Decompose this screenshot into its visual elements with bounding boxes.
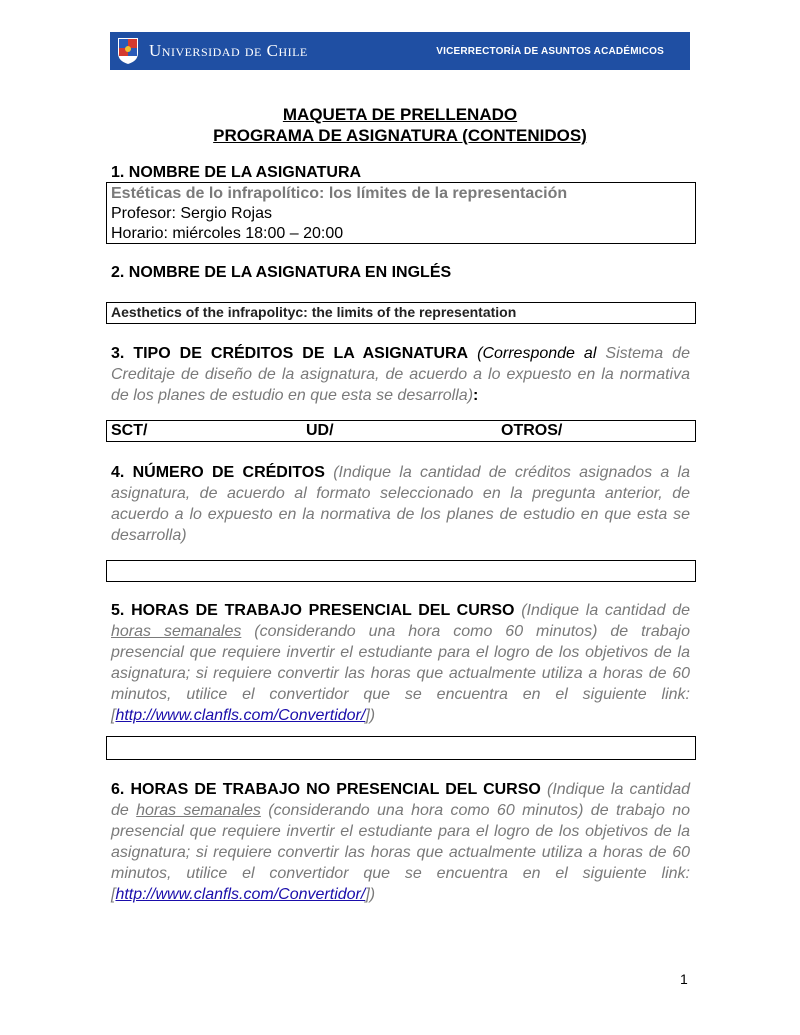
section-6-text: [111, 779, 690, 905]
section-3-note-lead: (Corresponde al: [477, 345, 597, 362]
section-4-heading: 4. NÚMERO DE CRÉDITOS: [111, 464, 325, 481]
section-6-converter-link[interactable]: http://www.clanfls.com/Convertidor/: [115, 886, 366, 903]
university-crest-icon: [117, 37, 139, 65]
vice-rectory-name: VICERRECTORÍA DE ASUNTOS ACADÉMICOS: [436, 45, 664, 57]
university-header: [110, 32, 690, 70]
section-4-note: (Indique la cantidad de créditos asignados a la asignatura, de acuerdo al formato seleccionado en la pregunta anterior, de acuerdo a lo expuesto en la normativa de los planes de estudio en que esta se desarrolla): [111, 464, 691, 544]
section-5-weekly-hours: horas semanales: [111, 623, 242, 640]
section-6-note-b: (considerando una hora como 60 minutos) de trabajo no presencial que requiere invertir el estudiante para el logro de los objetivos de la asignatura; si requiere convertir las horas que actualmente utiliza a horas de 60 minutos, utilice el convertidor que se encuentra en el siguiente link: [: [111, 802, 691, 903]
section-5-note-a: (Indique la cantidad de: [521, 602, 691, 619]
credit-type-ud: UD/: [306, 422, 334, 439]
presencial-hours-box: [106, 736, 696, 760]
section-3-note: Sistema de Creditaje de diseño de la asignatura, de acuerdo a lo expuesto en la normativa de los planes de estudio en que esta se desarrolla): [111, 345, 690, 404]
course-name: Estéticas de lo infrapolítico: los límites de la representación: [111, 185, 568, 202]
credit-type-box: [106, 420, 696, 442]
professor-line: Profesor: Sergio Rojas: [111, 205, 272, 222]
section-5-text: [111, 600, 690, 726]
section-5-note-c: ]): [365, 707, 376, 724]
page-number: 1: [680, 971, 688, 987]
credit-type-otros: OTROS/: [501, 422, 563, 439]
english-name-box: [106, 302, 696, 324]
section-6-weekly-hours: horas semanales: [136, 802, 261, 819]
university-name: Universidad de Chile: [149, 41, 308, 60]
section-1-heading: 1. NOMBRE DE LA ASIGNATURA: [111, 164, 362, 181]
section-3-text: [111, 343, 690, 406]
section-5-note-b: (considerando una hora como 60 minutos) de trabajo presencial que requiere invertir el estudiante para el logro de los objetivos de la asignatura; si requiere convertir las horas que actualmente utiliza a horas de 60 minutos, utilice el convertidor que se encuentra en el siguiente link: [: [111, 623, 690, 724]
document-subtitle: PROGRAMA DE ASIGNATURA (CONTENIDOS): [213, 126, 587, 145]
credit-type-row: [107, 421, 695, 441]
section-4-text: [111, 462, 690, 546]
english-name: Aesthetics of the infrapolityc: the limits of the representation: [111, 304, 517, 320]
section-6-note-c: ]): [365, 886, 376, 903]
section-6-heading: 6. HORAS DE TRABAJO NO PRESENCIAL DEL CURSO: [111, 781, 541, 798]
section-3-heading: 3. TIPO DE CRÉDITOS DE LA ASIGNATURA: [111, 345, 469, 362]
section-6-note-a: (Indique la cantidad de: [111, 781, 690, 819]
section-5-heading: 5. HORAS DE TRABAJO PRESENCIAL DEL CURSO: [111, 602, 515, 619]
credit-type-sct: SCT/: [111, 422, 148, 439]
section-3-colon: :: [473, 387, 479, 404]
section-5-converter-link[interactable]: http://www.clanfls.com/Convertidor/: [115, 707, 366, 724]
document-title: MAQUETA DE PRELLENADO: [282, 105, 518, 124]
section-2-heading: 2. NOMBRE DE LA ASIGNATURA EN INGLÉS: [111, 264, 452, 281]
course-name-box: [106, 182, 696, 244]
credits-number-box: [106, 560, 696, 582]
schedule-line: Horario: miércoles 18:00 – 20:00: [111, 225, 344, 242]
